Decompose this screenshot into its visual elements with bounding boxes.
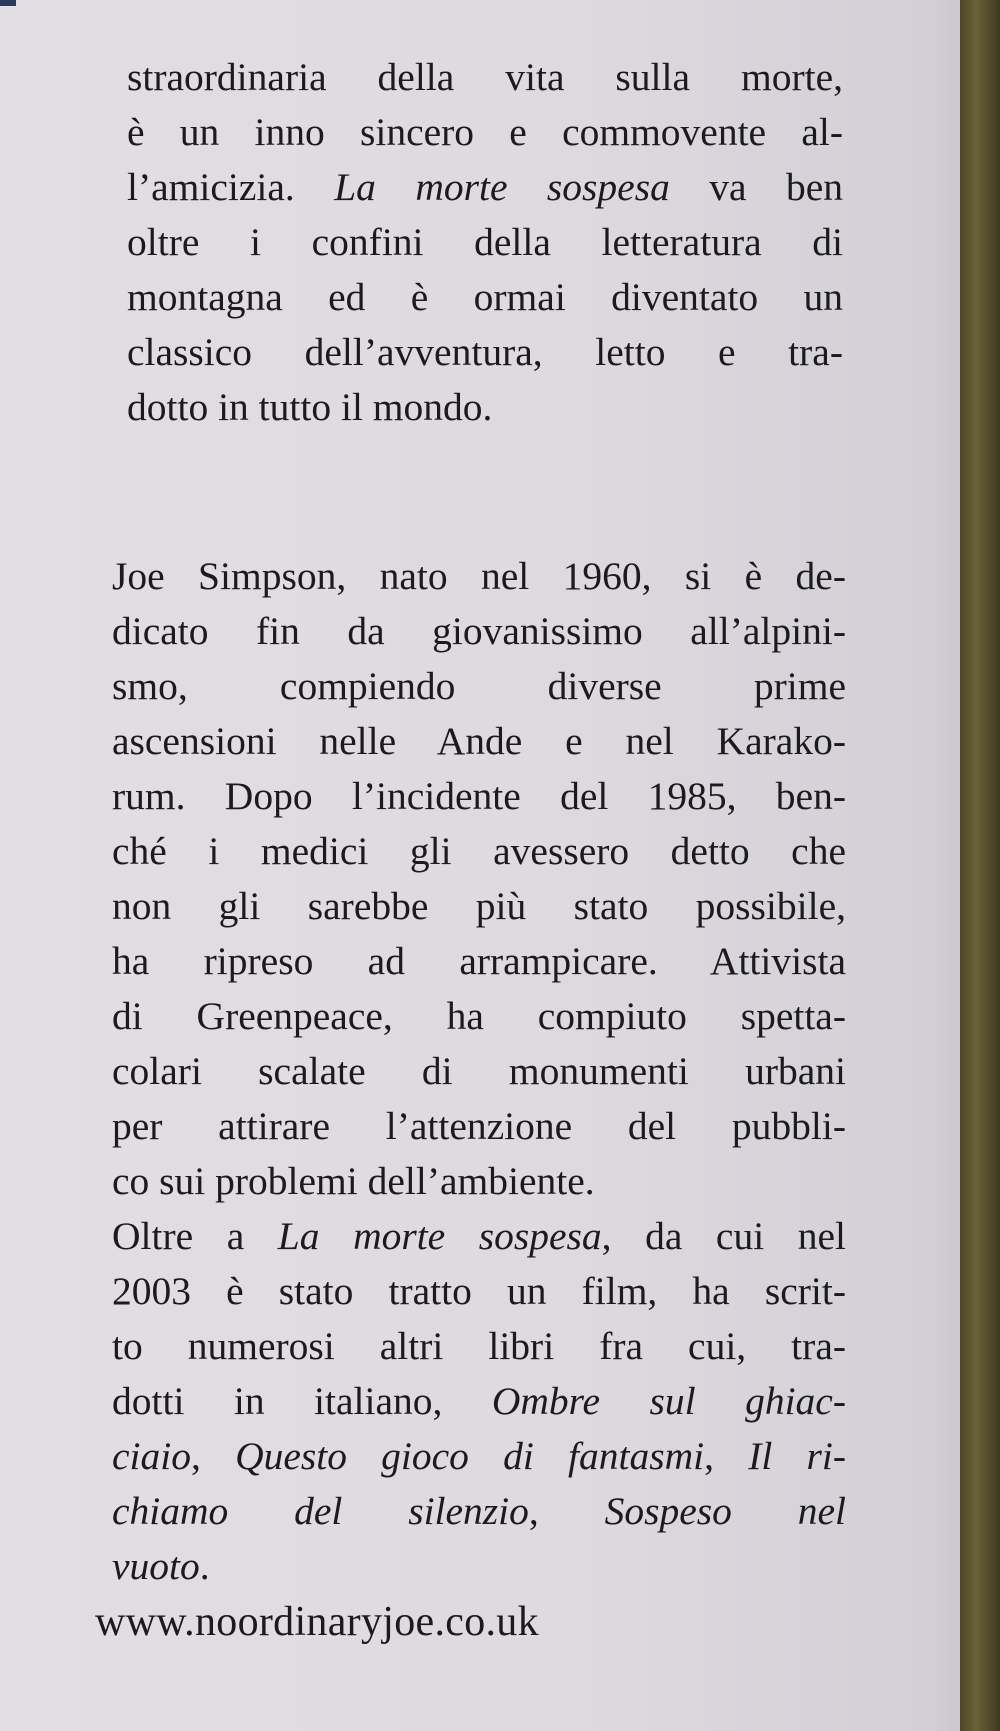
bio-text-line	[112, 1209, 846, 1264]
blurb-paragraph	[127, 50, 843, 435]
text-segment: di Greenpeace, ha compiuto spetta-	[112, 994, 846, 1038]
text-segment: ,	[190, 1434, 236, 1478]
bio-text-line	[112, 1264, 846, 1319]
italic-title-text: chiamo del silenzio	[112, 1489, 529, 1533]
text-segment: ,	[704, 1434, 749, 1478]
blurb-text-line	[127, 160, 843, 215]
italic-title-text: La morte sospesa	[334, 165, 670, 209]
background-edge	[960, 0, 1000, 1731]
text-segment: dotti in italiano,	[112, 1379, 492, 1423]
bio-text-line	[112, 714, 846, 769]
bio-text-line	[112, 989, 846, 1044]
text-segment: co sui problemi dell’ambiente.	[112, 1159, 595, 1203]
text-segment: dotto in tutto il mondo.	[127, 385, 493, 429]
text-segment: dicato fin da giovanissimo all’alpini-	[112, 609, 846, 653]
text-segment: ,	[528, 1489, 605, 1533]
bio-text-line	[112, 604, 846, 659]
author-website: www.noordinaryjoe.co.uk	[95, 1599, 539, 1645]
blurb-text-line	[127, 270, 843, 325]
bio-text-line	[112, 1154, 846, 1209]
text-segment: Joe Simpson, nato nel 1960, si è de-	[112, 554, 846, 598]
text-segment: Oltre a	[112, 1214, 278, 1258]
text-segment: non gli sarebbe più stato possibile,	[112, 884, 846, 928]
bio-text-line	[112, 934, 846, 989]
bio-text-line	[112, 549, 846, 604]
italic-title-text: ciaio	[112, 1434, 191, 1478]
text-segment: smo, compiendo diverse prime	[112, 664, 846, 708]
author-bio-paragraph	[112, 549, 846, 1594]
bio-text-line	[112, 1539, 846, 1594]
italic-title-text: Questo gioco di fantasmi	[235, 1434, 705, 1478]
text-segment: rum. Dopo l’incidente del 1985, ben-	[112, 774, 846, 818]
bio-text-line	[112, 769, 846, 824]
text-segment: ascensioni nelle Ande e nel Karako-	[112, 719, 846, 763]
blurb-text-line	[127, 325, 843, 380]
text-segment: .	[199, 1544, 210, 1588]
blurb-text-line	[127, 215, 843, 270]
text-segment: straordinaria della vita sulla morte,	[127, 55, 843, 99]
bio-text-line	[112, 659, 846, 714]
bio-text-line	[112, 824, 846, 879]
cover-corner	[0, 0, 16, 6]
italic-title-text: Ombre sul ghiac-	[491, 1379, 846, 1423]
text-segment: classico dell’avventura, letto e tra-	[127, 330, 843, 374]
bio-text-line	[112, 1099, 846, 1154]
text-segment: colari scalate di monumenti urbani	[112, 1049, 846, 1093]
text-segment: oltre i confini della letteratura di	[127, 220, 843, 264]
italic-title-text: vuoto	[112, 1544, 200, 1588]
blurb-text-line	[127, 105, 843, 160]
bio-text-line	[112, 1429, 846, 1484]
text-segment: ché i medici gli avessero detto che	[112, 829, 846, 873]
text-segment: va ben	[669, 165, 843, 209]
text-segment: to numerosi altri libri fra cui, tra-	[112, 1324, 846, 1368]
text-segment: , da cui nel	[601, 1214, 846, 1258]
bio-text-line	[112, 1319, 846, 1374]
italic-title-text: La morte sospesa	[277, 1214, 602, 1258]
text-segment: 2003 è stato tratto un film, ha scrit-	[112, 1269, 846, 1313]
text-segment: ha ripreso ad arrampicare. Attivista	[112, 939, 846, 983]
italic-title-text: Il ri-	[748, 1434, 847, 1478]
italic-title-text: Sospeso nel	[604, 1489, 846, 1533]
bio-text-line	[112, 1374, 846, 1429]
text-segment: montagna ed è ormai diventato un	[127, 275, 843, 319]
blurb-text-line	[127, 50, 843, 105]
blurb-text-line	[127, 380, 843, 435]
bio-text-line	[112, 1484, 846, 1539]
text-segment: l’amicizia.	[127, 165, 335, 209]
bio-text-line	[112, 879, 846, 934]
text-segment: è un inno sincero e commovente al-	[127, 110, 843, 154]
text-segment: per attirare l’attenzione del pubbli-	[112, 1104, 846, 1148]
bio-text-line	[112, 1044, 846, 1099]
